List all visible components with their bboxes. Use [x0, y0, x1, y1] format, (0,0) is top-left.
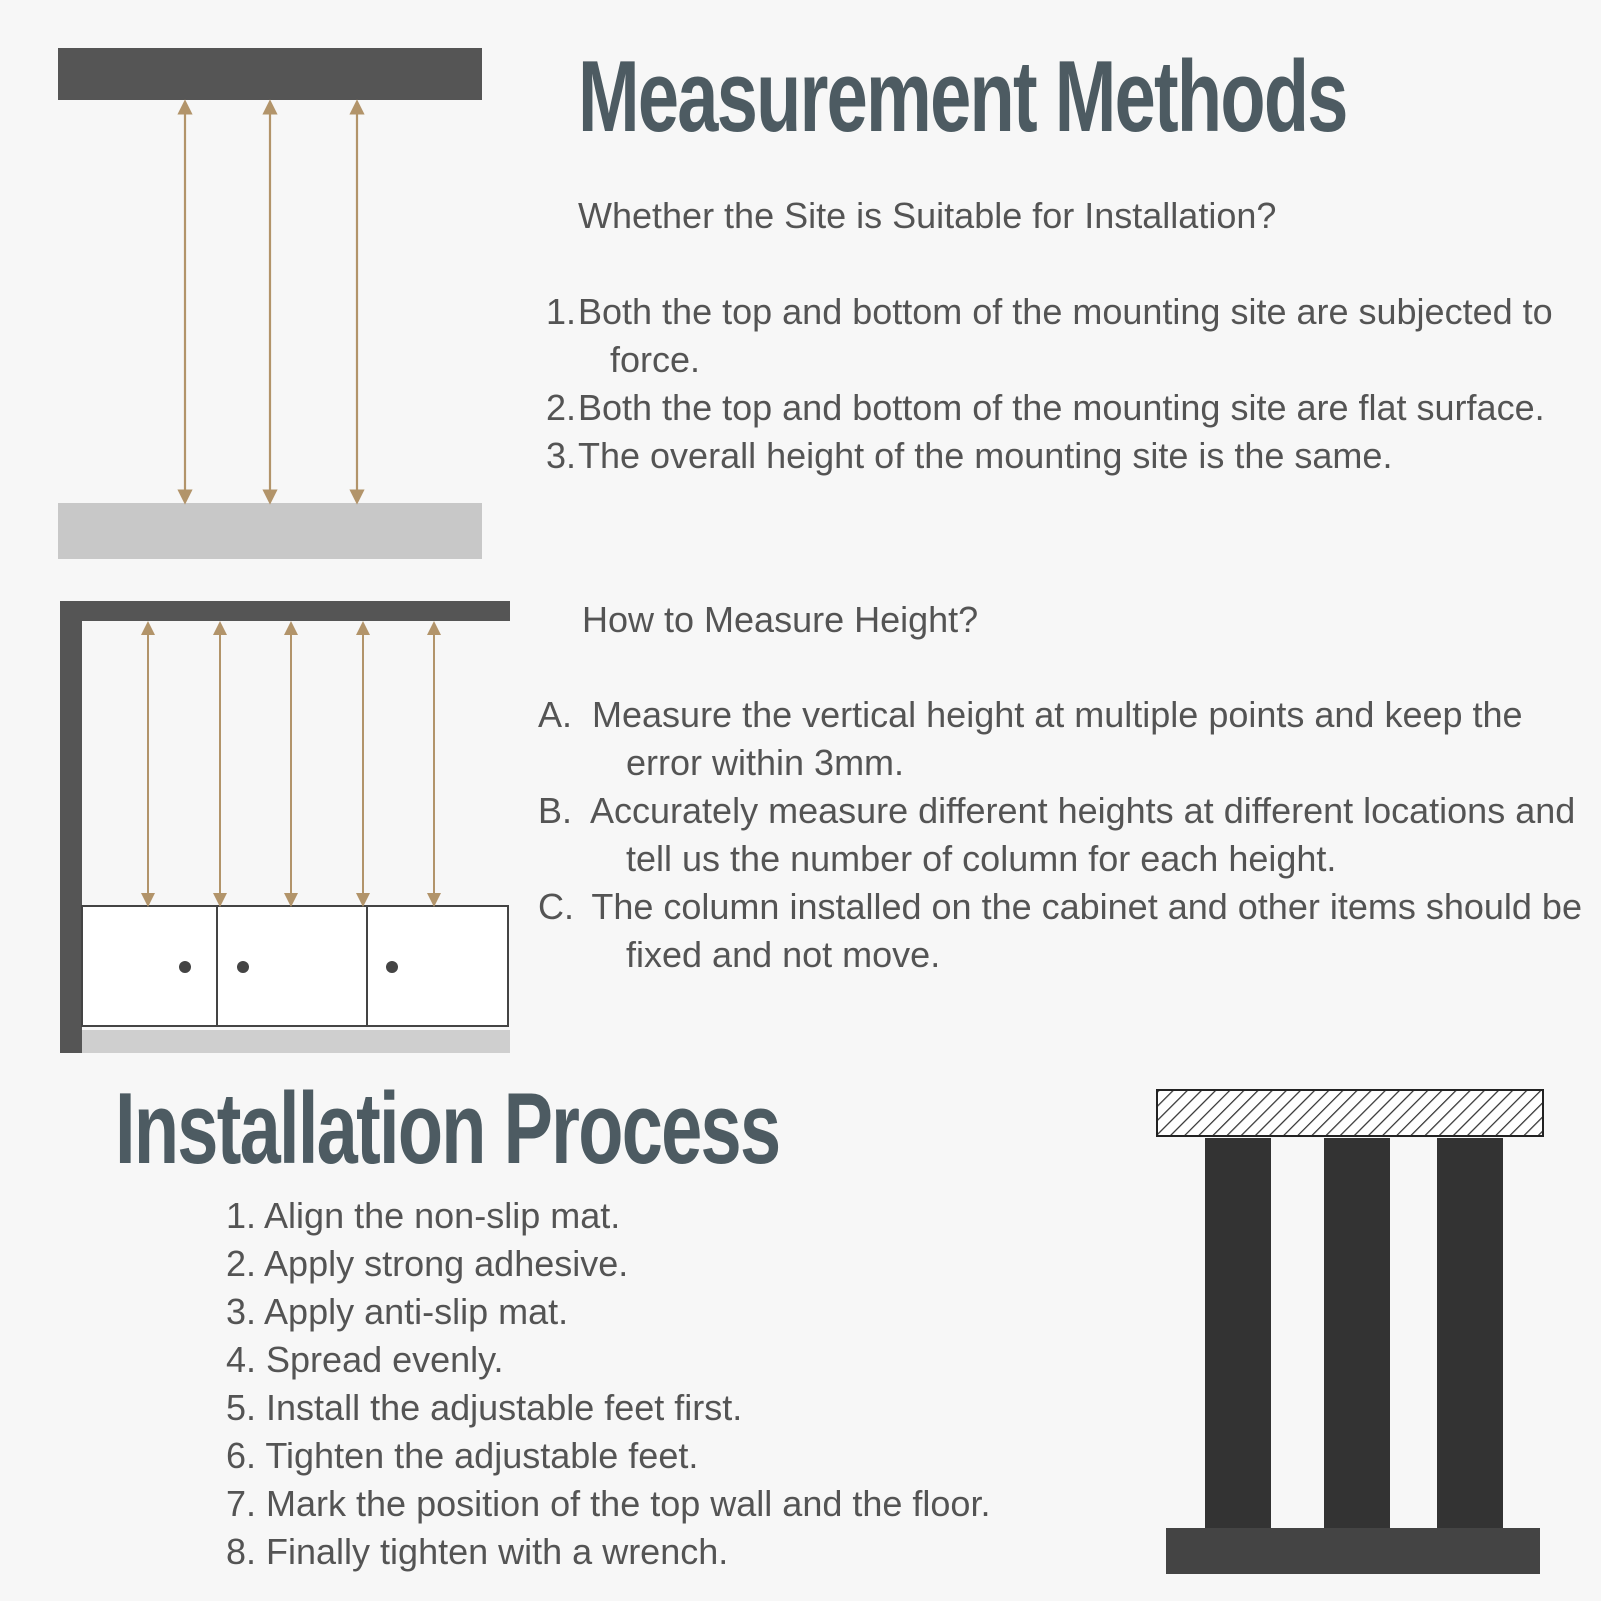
list-item: 8. Finally tighten with a wrench. [226, 1531, 729, 1572]
list-item: 3.The overall height of the mounting site is the same. [546, 435, 1393, 476]
list-item: 1. Align the non-slip mat. [226, 1195, 621, 1236]
hatched-ceiling [1157, 1090, 1543, 1136]
column [1205, 1138, 1271, 1536]
column [1437, 1138, 1503, 1536]
installation-process-title: Installation Process [115, 1072, 780, 1186]
height-list [538, 691, 1592, 979]
list-item: A. Measure the vertical height at multiple points and keep the error within 3mm. [538, 694, 1523, 783]
list-item: 1.Both the top and bottom of the mounting site are subjected to force. [546, 291, 1553, 380]
floor-bar [58, 503, 482, 559]
height-question: How to Measure Height? [582, 599, 979, 640]
installation-steps [226, 1192, 1106, 1576]
measurement-methods-title: Measurement Methods [578, 40, 1347, 154]
suitability-list [546, 288, 1588, 480]
list-item: 6. Tighten the adjustable feet. [226, 1435, 699, 1476]
ceiling-bar [60, 601, 510, 621]
ceiling-floor-diagram [55, 45, 485, 560]
floor-bar [82, 1030, 510, 1053]
cabinet [82, 906, 508, 1026]
cabinet-knob [386, 961, 398, 973]
list-item: B. Accurately measure different heights at different locations and tell us the number of column for each height. [538, 790, 1576, 879]
list-item: 2. Apply strong adhesive. [226, 1243, 629, 1284]
cabinet-diagram [57, 598, 517, 1058]
floor-bar [1166, 1528, 1540, 1574]
list-item: C. The column installed on the cabinet and other items should be fixed and not move. [538, 886, 1582, 975]
suitability-question: Whether the Site is Suitable for Installation? [578, 195, 1277, 236]
wall-bar [60, 601, 82, 1053]
list-item: 4. Spread evenly. [226, 1339, 504, 1380]
list-item: 2.Both the top and bottom of the mounting site are flat surface. [546, 387, 1545, 428]
cabinet-knob [179, 961, 191, 973]
list-item: 5. Install the adjustable feet first. [226, 1387, 743, 1428]
column-diagram [1150, 1085, 1550, 1585]
list-item: 7. Mark the position of the top wall and the floor. [226, 1483, 991, 1524]
ceiling-bar [58, 48, 482, 100]
cabinet-knob [237, 961, 249, 973]
list-item: 3. Apply anti-slip mat. [226, 1291, 569, 1332]
column [1324, 1138, 1390, 1536]
